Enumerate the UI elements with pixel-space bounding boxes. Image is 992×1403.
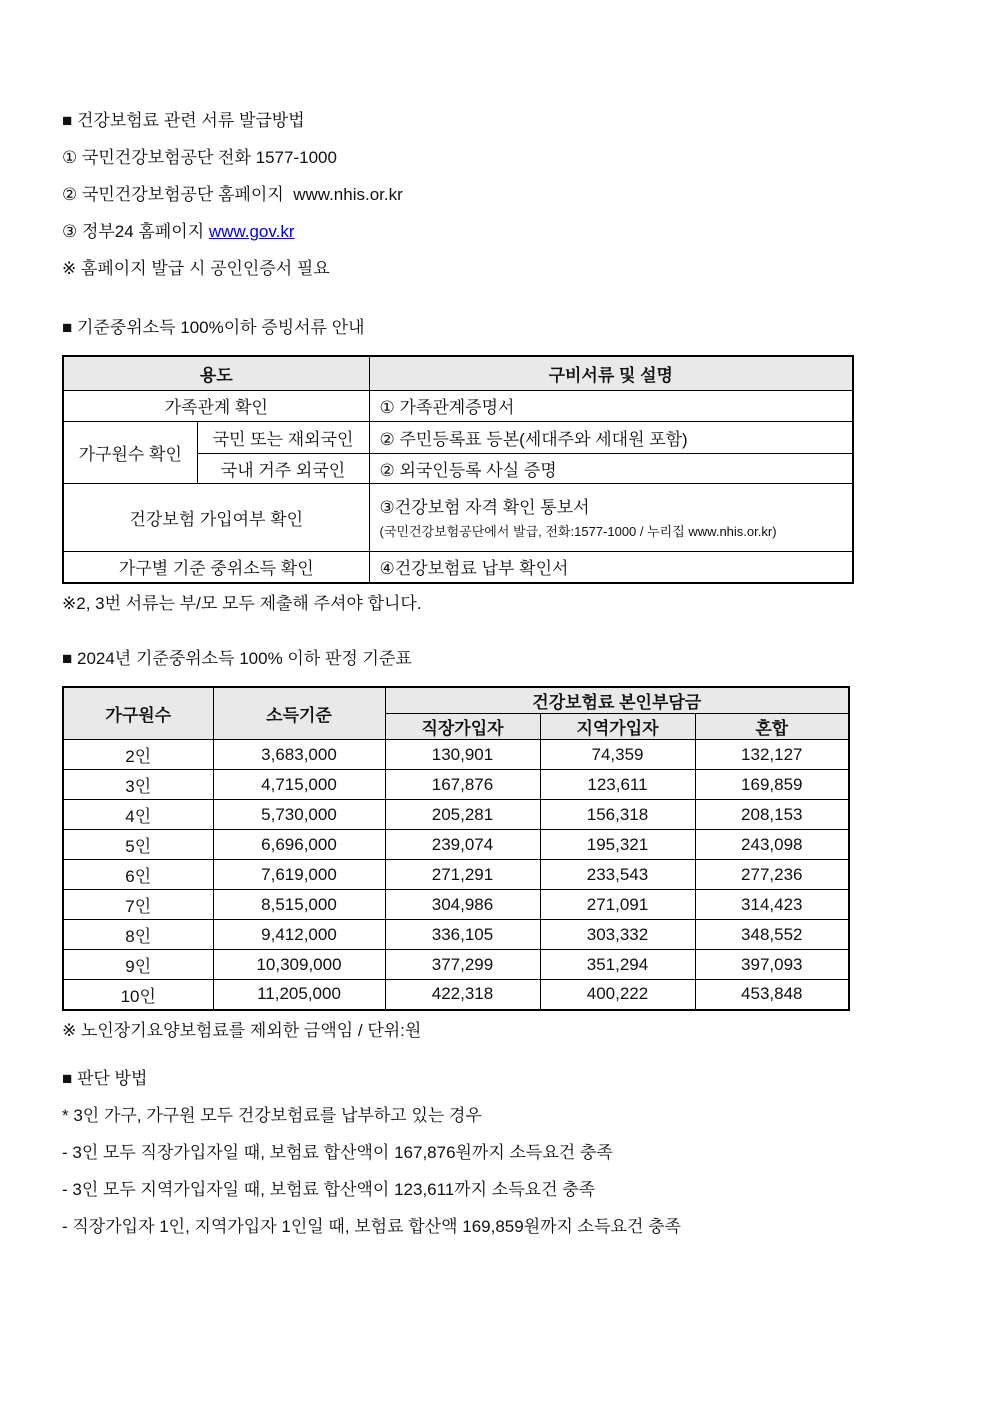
table-cell: 422,318	[385, 980, 540, 1010]
table-cell: 4인	[63, 800, 213, 830]
table-row	[63, 740, 849, 770]
issuance-note: ※ 홈페이지 발급 시 공인인증서 필요	[62, 259, 330, 278]
section-title-judgment: ■ 판단 방법	[62, 1068, 148, 1088]
section-evidence	[62, 317, 932, 615]
header-cell-income: 소득기준	[213, 687, 385, 740]
header-cell-employee: 직장가입자	[385, 714, 540, 740]
header-cell-premium-group: 건강보험료 본인부담금	[385, 687, 849, 714]
table-row	[63, 830, 849, 860]
table-cell: 3인	[63, 770, 213, 800]
table-cell-purpose: 건강보험 가입여부 확인	[63, 483, 369, 551]
table-cell: 195,321	[540, 830, 695, 860]
judgment-line: - 3인 모두 지역가입자일 때, 보험료 합산액이 123,611까지 소득요건 충족	[62, 1179, 596, 1199]
issuance-item-phone: ① 국민건강보험공단 전화 1577-1000	[62, 148, 337, 167]
table-cell: 123,611	[540, 770, 695, 800]
section-title-evidence: ■ 기준중위소득 100%이하 증빙서류 안내	[62, 318, 365, 337]
doc-title: ③건강보험 자격 확인 통보서	[379, 497, 590, 517]
table-cell: 2인	[63, 740, 213, 770]
table-cell-purpose: 가구별 기준 중위소득 확인	[63, 551, 369, 583]
table-row	[63, 800, 849, 830]
table-cell: 156,318	[540, 800, 695, 830]
table-cell: 397,093	[695, 950, 849, 980]
table-cell: 169,859	[695, 770, 849, 800]
table-row	[63, 950, 849, 980]
table-cell: 400,222	[540, 980, 695, 1010]
table-cell: 304,986	[385, 890, 540, 920]
table-cell: 167,876	[385, 770, 540, 800]
gov24-link[interactable]: www.gov.kr	[208, 222, 295, 241]
table-cell: 8인	[63, 920, 213, 950]
table-cell: 351,294	[540, 950, 695, 980]
table-cell: 5인	[63, 830, 213, 860]
table-cell: 277,236	[695, 860, 849, 890]
table-row	[63, 421, 853, 453]
table-cell: 7인	[63, 890, 213, 920]
section-criteria	[62, 648, 932, 1042]
table-cell: 74,359	[540, 740, 695, 770]
judgment-line: - 직장가입자 1인, 지역가입자 1인일 때, 보험료 합산액 169,859원까지 소득요건 충족	[62, 1216, 681, 1236]
table-cell: 132,127	[695, 740, 849, 770]
table-cell: 208,153	[695, 800, 849, 830]
table-cell: 8,515,000	[213, 890, 385, 920]
table-cell-doc: ① 가족관계증명서	[369, 390, 853, 421]
table-cell: 377,299	[385, 950, 540, 980]
header-cell-household: 가구원수	[63, 687, 213, 740]
table-row	[63, 920, 849, 950]
table-cell: 10,309,000	[213, 950, 385, 980]
doc-issuer-note: (국민건강보험공단에서 발급, 전화:1577-1000 / 누리집 www.nhis.or.kr)	[379, 523, 777, 539]
table-cell-doc: ② 외국인등록 사실 증명	[369, 453, 853, 483]
judgment-line: - 3인 모두 직장가입자일 때, 보험료 합산액이 167,876원까지 소득요건 충족	[62, 1142, 613, 1162]
table-row	[63, 860, 849, 890]
table-cell: 9인	[63, 950, 213, 980]
table-cell-doc: ② 주민등록표 등본(세대주와 세대원 포함)	[369, 421, 853, 453]
evidence-table	[62, 355, 854, 584]
judgment-line: * 3인 가구, 가구원 모두 건강보험료를 납부하고 있는 경우	[62, 1105, 482, 1125]
table-cell: 239,074	[385, 830, 540, 860]
table-cell: 453,848	[695, 980, 849, 1010]
table-cell: 6,696,000	[213, 830, 385, 860]
table-cell-sublabel: 국민 또는 재외국인	[197, 421, 369, 453]
header-cell-mixed: 혼합	[695, 714, 849, 740]
table-cell-sublabel: 국내 거주 외국인	[197, 453, 369, 483]
table-cell-purpose: 가족관계 확인	[63, 390, 369, 421]
section-judgment	[62, 1068, 932, 1238]
table-row	[63, 770, 849, 800]
table-cell: 243,098	[695, 830, 849, 860]
criteria-table-body	[63, 740, 849, 1010]
table-cell: 233,543	[540, 860, 695, 890]
table-cell: 9,412,000	[213, 920, 385, 950]
table-cell: 271,091	[540, 890, 695, 920]
table-cell: 205,281	[385, 800, 540, 830]
table-row	[63, 980, 849, 1010]
table-cell: 336,105	[385, 920, 540, 950]
table-cell: 11,205,000	[213, 980, 385, 1010]
section-issuance	[62, 110, 932, 280]
evidence-table-note: ※2, 3번 서류는 부/모 모두 제출해 주셔야 합니다.	[62, 594, 422, 613]
table-cell: 271,291	[385, 860, 540, 890]
criteria-table-note: ※ 노인장기요양보험료를 제외한 금액임 / 단위:원	[62, 1020, 422, 1040]
table-cell: 10인	[63, 980, 213, 1010]
table-cell: 130,901	[385, 740, 540, 770]
table-cell-purpose: 가구원수 확인	[63, 421, 197, 483]
table-row	[63, 551, 853, 583]
header-cell-regional: 지역가입자	[540, 714, 695, 740]
evidence-table-header-row	[63, 356, 853, 390]
table-row	[63, 390, 853, 421]
table-cell-doc	[369, 483, 853, 551]
table-cell: 5,730,000	[213, 800, 385, 830]
issuance-item-website: ② 국민건강보험공단 홈페이지 www.nhis.or.kr	[62, 185, 403, 204]
table-cell: 303,332	[540, 920, 695, 950]
section-title-issuance: ■ 건강보험료 관련 서류 발급방법	[62, 111, 305, 130]
table-row	[63, 483, 853, 551]
table-cell: 314,423	[695, 890, 849, 920]
table-row	[63, 890, 849, 920]
table-cell: 6인	[63, 860, 213, 890]
header-cell-purpose: 용도	[63, 356, 369, 390]
issuance-item-gov24	[62, 221, 932, 243]
gov24-text: ③ 정부24 홈페이지	[62, 222, 209, 241]
table-cell: 7,619,000	[213, 860, 385, 890]
section-title-criteria: ■ 2024년 기준중위소득 100% 이하 판정 기준표	[62, 649, 412, 668]
table-cell: 3,683,000	[213, 740, 385, 770]
table-cell: 4,715,000	[213, 770, 385, 800]
criteria-header-row	[63, 687, 849, 714]
table-cell: 348,552	[695, 920, 849, 950]
table-cell-doc: ④건강보험료 납부 확인서	[369, 551, 853, 583]
header-cell-documents: 구비서류 및 설명	[369, 356, 853, 390]
criteria-table	[62, 686, 850, 1011]
